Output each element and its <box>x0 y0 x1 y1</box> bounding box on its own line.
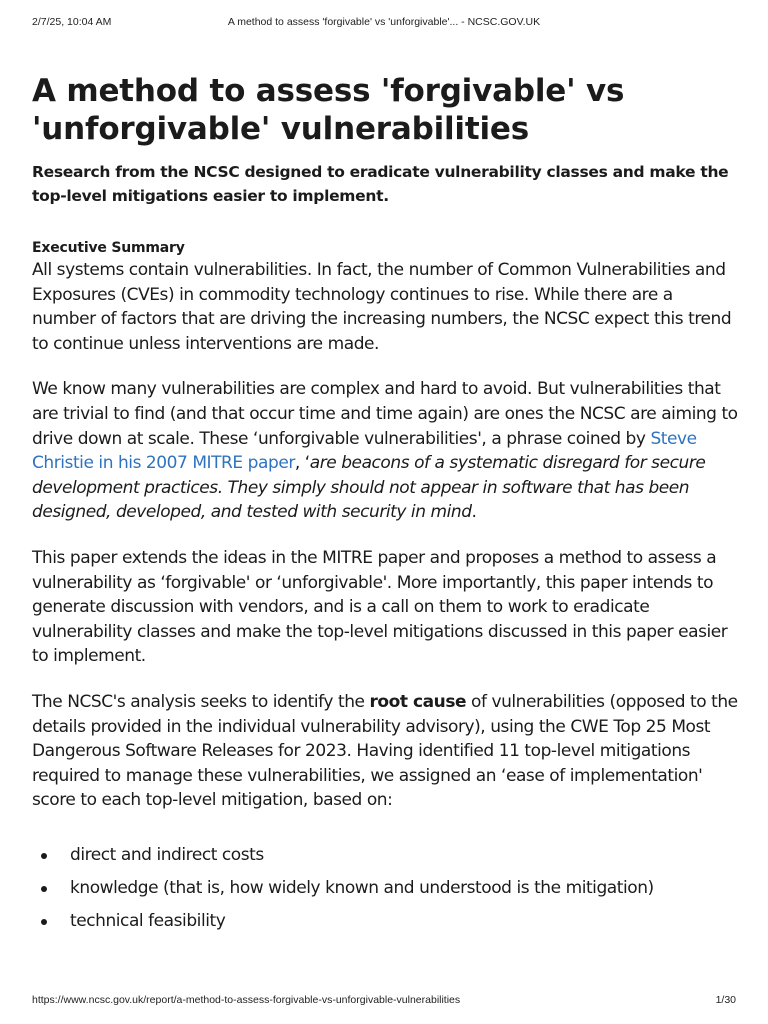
page-title: A method to assess 'forgivable' vs 'unforgivable' vulnerabilities <box>32 73 625 147</box>
article <box>32 72 740 942</box>
list-item <box>70 876 740 900</box>
print-url: https://www.ncsc.gov.uk/report/a-method-to-assess-forgivable-vs-unforgivable-vulnerabilities <box>32 994 461 1006</box>
list-item-text: knowledge (that is, how widely known and understood is the mitigation) <box>70 877 654 898</box>
mitre-paper-link[interactable]: Steve Christie in his 2007 MITRE paper <box>32 428 697 474</box>
list-item <box>70 909 740 933</box>
list-item-text: direct and indirect costs <box>70 844 264 865</box>
print-footer <box>32 994 736 1008</box>
list-item-text: technical feasibility <box>70 910 226 931</box>
paragraph-4-end: of vulnerabilities (opposed to the details provided in the individual vulnerability advisory), using the CWE Top 25 Most Dangerous Software Releases for 2023. Having identified 11 top-level mitigations required to manage these vulnerabilities, we assigned an ‘ease of implementation' score to each top-level mitigation, based on: <box>32 691 738 811</box>
paragraph-2-end: . <box>471 502 477 523</box>
paragraph-4-start: The NCSC's analysis seeks to identify the <box>32 691 370 712</box>
executive-summary-heading: Executive Summary <box>32 240 185 256</box>
list-item <box>70 843 740 867</box>
paragraph-4 <box>32 690 740 813</box>
paragraph-2-mid: , ‘ <box>294 453 310 474</box>
page-number: 1/30 <box>715 994 736 1006</box>
paragraph-3: This paper extends the ideas in the MITRE paper and proposes a method to assess a vulnerability as ‘forgivable' or ‘unforgivable'. More importantly, this paper intends to generate discussion with vendors, and is a call on them to work to eradicate vulnerability classes and make the top-level mitigations discussed in this paper easier to implement. <box>32 547 728 667</box>
paragraph-2-start: We know many vulnerabilities are complex and hard to avoid. But vulnerabilities that are trivial to find (and that occur time and time again) are ones the NCSC are aiming to drive down at scale. These ‘unforgivable vulnerabilities', a phrase coined by <box>32 379 738 449</box>
bullet-icon <box>41 886 47 892</box>
paragraph-2 <box>32 377 740 525</box>
paragraph-1: All systems contain vulnerabilities. In fact, the number of Common Vulnerabilities and Exposures (CVEs) in commodity technology continues to rise. While there are a number of factors that are driving the increasing numbers, the NCSC expect this trend to continue unless interventions are made. <box>32 260 732 354</box>
criteria-list <box>32 843 740 933</box>
print-header <box>32 16 736 30</box>
bullet-icon <box>41 853 47 859</box>
print-doc-title: A method to assess 'forgivable' vs 'unforgivable'... - NCSC.GOV.UK <box>227 16 541 28</box>
print-date: 2/7/25, 10:04 AM <box>32 16 112 28</box>
unforgivable-quote: are beacons of a systematic disregard for secure development practices. They simply should not appear in software that has been designed, developed, and tested with security in mind <box>32 453 706 523</box>
bullet-icon <box>41 919 47 925</box>
article-lead: Research from the NCSC designed to eradicate vulnerability classes and make the top-level mitigations easier to implement. <box>32 163 729 205</box>
root-cause-emphasis: root cause <box>369 691 467 712</box>
